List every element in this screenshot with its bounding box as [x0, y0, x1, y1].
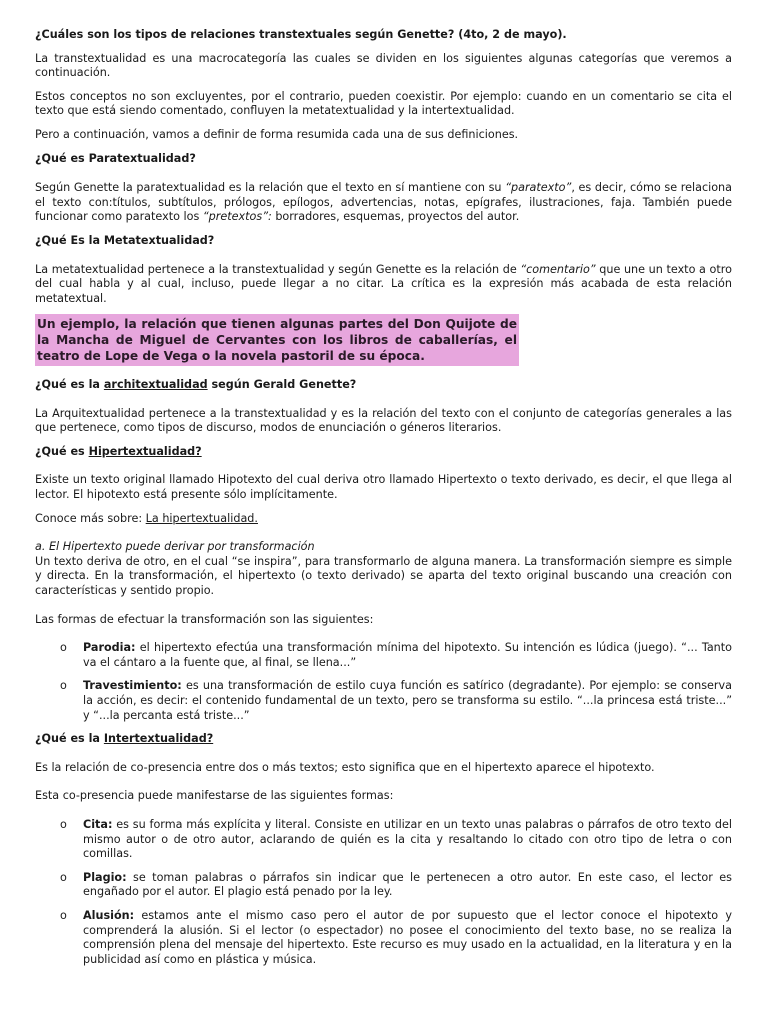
transformation-body: Un texto deriva de otro, en el cual “se inspira”, para transformarlo de alguna manera. La transformación siempre es simple y directa. En la transformación, el hipertexto (o texto derivado) se aparta del texto original buscando una creación con características y sentido propio.	[35, 554, 732, 598]
hypertext-body: Existe un texto original llamado Hipotexto del cual deriva otro llamado Hipertexto o texto derivado, es decir, el que llega al lector. El hipotexto está presente sólo implícitamente.	[35, 473, 732, 502]
learn-more-line	[35, 512, 732, 527]
item-label: Plagio:	[83, 870, 127, 884]
learn-more-link[interactable]: La hipertextualidad.	[145, 511, 258, 525]
paratext-text-1: Según Genette la paratextualidad es la relación que el texto en sí mantiene con su	[35, 181, 506, 195]
bullet-icon: o	[60, 679, 67, 693]
metatext-text-2: que une un texto a otro del cual habla y al cual, incluso, puede llegar a no citar. La crítica es la expresión más acabada de esta relación metatextual.	[35, 262, 732, 305]
intertext-forms-intro: Esta co-presencia puede manifestarse de las siguientes formas:	[35, 789, 394, 803]
architext-heading	[35, 378, 732, 393]
paratext-body	[35, 181, 732, 225]
item-label: Travestimiento:	[83, 679, 182, 693]
intro-paragraph-1: La transtextualidad es una macrocategoría las cuales se dividen en los siguientes algunas categorías que veremos a continuación.	[35, 51, 732, 80]
architext-body: La Arquitextualidad pertenece a la transtextualidad y es la relación del texto con el conjunto de categorías generales a las que pertenece, como tipos de discurso, modos de enunciación o géneros literarios.	[35, 406, 732, 435]
hypertext-link[interactable]: Hipertextualidad?	[88, 444, 202, 458]
paratext-heading: ¿Qué es Paratextualidad?	[35, 151, 196, 165]
transformation-forms-list	[35, 641, 732, 723]
item-text: se toman palabras o párrafos sin indicar que le pertenecen a otro autor. En este caso, el lector es engañado por el autor. El plagio está penado por la ley.	[83, 870, 732, 899]
list-item	[60, 679, 732, 723]
item-label: Cita:	[83, 817, 113, 831]
page-title: ¿Cuáles son los tipos de relaciones transtextuales según Genette? (4to, 2 de mayo).	[35, 28, 567, 41]
metatext-heading: ¿Qué Es la Metatextualidad?	[35, 233, 215, 247]
list-item	[60, 870, 732, 900]
metatext-term: “comentario”	[520, 262, 596, 276]
item-text: es su forma más explícita y literal. Consiste en utilizar en un texto unas palabras o párrafos de otro texto del mismo autor o de otro autor, aclarando de quién es la cita y resaltando lo citado con otro tipo de letra o con comillas.	[83, 817, 732, 861]
item-label: Alusión:	[83, 908, 135, 922]
metatext-text-1: La metatextualidad pertenece a la transtextualidad y según Genette es la relación de	[35, 262, 521, 276]
intro-paragraph-3: Pero a continuación, vamos a definir de forma resumida cada una de sus definiciones.	[35, 127, 519, 141]
pretext-term: “pretextos”:	[202, 210, 272, 224]
architext-heading-post: según Gerald Genette?	[207, 378, 357, 392]
bullet-icon: o	[60, 870, 67, 884]
intertext-link[interactable]: Intertextualidad?	[103, 732, 214, 746]
bullet-icon: o	[60, 641, 67, 655]
bullet-icon: o	[60, 908, 67, 922]
item-text: el hipertexto efectúa una transformación mínima del hipotexto. Su intención es lúdica (juego). “... Tanto va el cántaro a la fuente que, al final, se llena...”	[83, 641, 732, 669]
intertext-body: Es la relación de co-presencia entre dos o más textos; esto significa que en el hipertexto aparece el hipotexto.	[35, 760, 655, 774]
paratext-term: “paratexto”	[505, 181, 572, 195]
list-item	[60, 817, 732, 862]
intertext-heading	[35, 732, 732, 747]
transformation-forms-intro: Las formas de efectuar la transformación son las siguientes:	[35, 612, 374, 626]
highlighted-example: Un ejemplo, la relación que tienen algunas partes del Don Quijote de la Mancha de Miguel de Cervantes con los libros de caballerías, el teatro de Lope de Vega o la novela pastoril de su época.	[35, 314, 519, 366]
intro-paragraph-2: Estos conceptos no son excluyentes, por el contrario, pueden coexistir. Por ejemplo: cuando en un comentario se cita el texto que está siendo comentado, confluyen la metatextualidad y la intertextualidad.	[35, 89, 732, 118]
item-text: estamos ante el mismo caso pero el autor de por supuesto que el lector conoce el hipotexto y comprenderá la alusión. Si el lector (o espectador) no posee el conocimiento del texto base, no se realiza la comprensión plena del mensaje del hipertexto. Este recurso es muy usado en la actualidad, en la literatura y en la publicidad así como en plástica y música.	[83, 908, 732, 966]
bullet-icon: o	[60, 817, 67, 831]
paratext-text-3: borradores, esquemas, proyectos del autor.	[271, 210, 520, 224]
architext-link[interactable]: architextualidad	[103, 378, 208, 392]
intertext-heading-pre: ¿Qué es la	[35, 732, 104, 746]
intertext-forms-list	[35, 818, 732, 967]
list-item	[60, 908, 732, 967]
list-item	[60, 641, 732, 670]
hypertext-heading	[35, 445, 732, 460]
paratext-text-2: , es decir, cómo se relaciona el texto con:títulos, subtítulos, prólogos, epílogos, advertencias, notas, epígrafes, ilustraciones, faja. También puede funcionar como paratexto los	[35, 181, 732, 224]
transformation-subheading: a. El Hipertexto puede derivar por transformación	[35, 540, 315, 554]
item-label: Parodia:	[83, 641, 136, 655]
architext-heading-pre: ¿Qué es la	[35, 378, 104, 392]
item-text: es una transformación de estilo cuya función es satírico (degradante). Por ejemplo: se conserva la acción, es decir: el contenido fundamental de un texto, pero se transforma su estilo. “...la princesa está triste...” y “...la percanta está triste...”	[83, 679, 732, 722]
learn-more-label: Conoce más sobre:	[35, 511, 146, 525]
metatext-body	[35, 263, 732, 307]
hypertext-heading-pre: ¿Qué es	[35, 444, 89, 458]
